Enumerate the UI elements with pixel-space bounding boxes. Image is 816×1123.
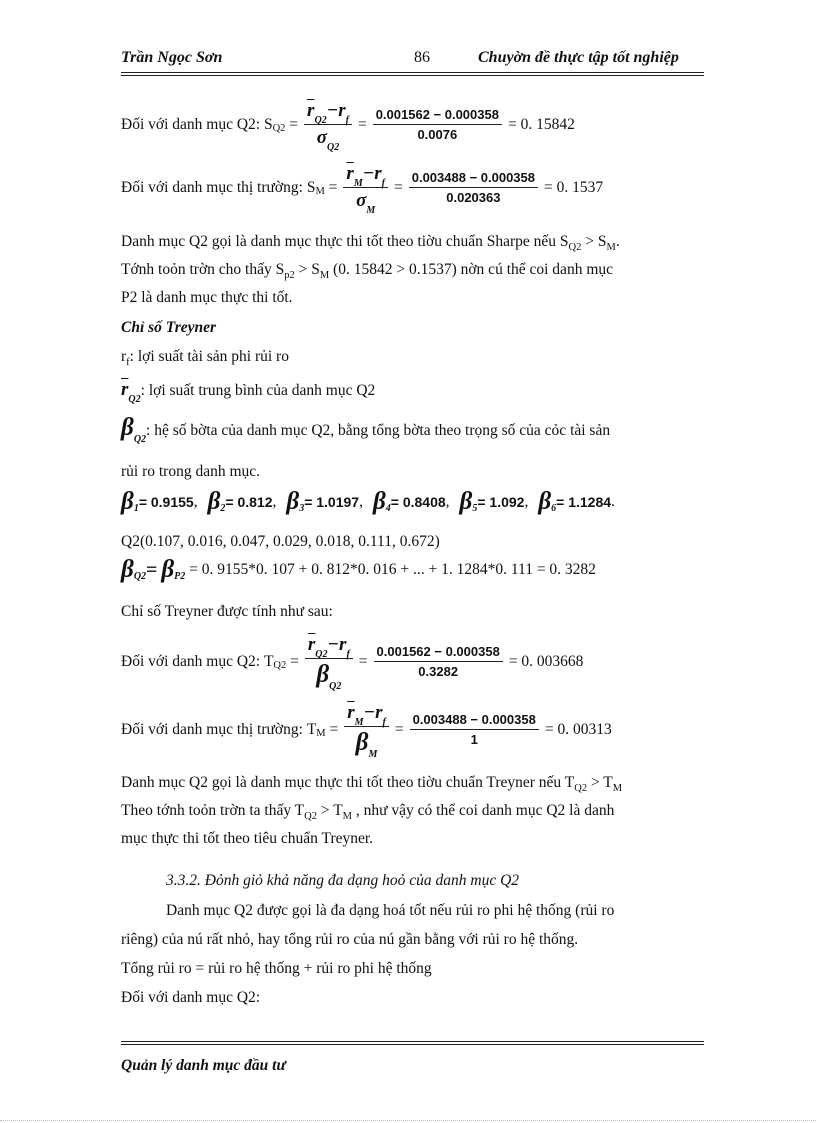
rf-sub: f [345,115,349,126]
sharpe-m-prefix: Đối với danh mục thị trường: [121,178,303,196]
sharpe-m-equation: Đối với danh mục thị trường: S M = $\frac{\overline{r}_M-r_f}{\sigma_M}$ = $\frac{0.003488 - 0.000358}{0.020363}$ = 0. 1537 [121,163,604,216]
section-para-line1: Danh mục Q2 được gọi là đa dạng hoá tốt nếu rủi ro phi hệ thống (rủi ro [166,902,615,919]
header-title: Chuyờn đề thực tập tốt nghiệp [478,49,679,66]
treyner-para-line2: Theo tớnh toỏn trờn ta thấy $T_{Q2} > T_M$ , như vậy có thể coi danh mục Q2 là danh [121,802,615,822]
sharpe-m-symbol-fraction [343,163,388,216]
sharpe-m-lhs-sub: M [315,186,325,197]
beta-definition: $\beta_{Q2}$: hệ số bờta của danh mục Q2, bằng tổng bờta theo trọng số của cỏc tài sản [121,414,611,445]
weights-line: Q2(0.107, 0.016, 0.047, 0.029, 0.018, 0.111, 0.672) [121,533,440,550]
sharpe-para-line2: Tớnh toỏn trờn cho thấy $S_{p2} > S_M$ (0. 15842 > 0.1537) nờn cú thể coi danh mục [121,261,614,281]
header-author: Trần Ngọc Sơn [121,49,223,66]
header-rule-2 [121,75,704,76]
beta-item: β 1 = 0.9155 , [121,488,198,515]
rq2-sub: Q2 [314,115,327,126]
rm-symbol: $\overline{r}$ [346,163,354,184]
rf-sub: f [381,178,385,189]
footer-text: Quản lý danh mục đầu tư [121,1057,286,1074]
sharpe-para-line3: P2 là danh mục thực thi tốt. [121,289,293,306]
sharpe-m-value-fraction [409,170,538,205]
sigma-symbol: σ [316,127,327,148]
beta-definition-line2: rủi ro trong danh mục. [121,463,261,480]
treyner-q2-equation: Đối với danh mục Q2: T Q2 = $\frac{\overline{r}_{Q2}-r_f}{\beta_{Q2}}$ = $\frac{0.001562 - 0.000358}{0.3282}$ = 0. 003668 [121,634,584,692]
sharpe-m-denominator: 0.020363 [446,190,501,205]
betas-row [121,488,625,515]
sharpe-q2-value-fraction [373,107,502,142]
page-number: 86 [414,49,430,66]
sharpe-m-result: = 0. 1537 [544,178,604,196]
sigma-sub: Q2 [327,142,340,153]
sharpe-m-lhs: S [306,178,316,196]
sigma-symbol: σ [356,190,367,211]
footer-rule-2 [121,1044,704,1045]
treyner-para-line1: Danh mục Q2 gọi là danh mục thực thi tốt theo tiờu chuẩn Treyner nếu $T_{Q2} > T_M$ [121,774,623,794]
sharpe-m-numerator: 0.003488 − 0.000358 [409,170,538,188]
sharpe-q2-denominator: 0.0076 [417,127,458,142]
treyner-m-equation: Đối với danh mục thị trường: T M = $\frac{\overline{r}_M-r_f}{\beta_M}$ = $\frac{0.003488 - 0.000358}{1}$ = 0. 00313 [121,702,612,760]
header-rule [121,72,704,73]
sharpe-q2-prefix: Đối với danh mục Q2: [121,115,261,133]
minus-sign: − [362,163,375,184]
sharpe-q2-lhs: S [263,115,273,133]
sharpe-q2-result: = 0. 15842 [507,115,575,133]
sharpe-q2-numerator: 0.001562 − 0.000358 [373,107,502,125]
beta-q2-calc: β Q2 = β P2 = 0. 9155*0. 107 + 0. 812*0. 016 + ... + 1. 1284*0. 111 = 0. 3282 [121,556,596,583]
rq2-definition: $\overline{r}_{Q2}$: lợi suất trung bình của danh mục Q2 [121,379,376,405]
rq2-symbol: $\overline{r}$ [307,100,315,121]
beta-item: β 4 = 0.8408 , [372,488,450,515]
page-edge-dotted-line [0,1120,816,1121]
footer-rule [121,1041,704,1042]
rf-symbol: r [374,163,382,184]
beta-item: β 3 = 1.0197 , [286,488,363,515]
sharpe-q2-lhs-sub: Q2 [272,123,286,134]
risk-formula: Tổng rủi ro = rủi ro hệ thống + rủi ro phi hệ thống [121,960,432,977]
rm-sub: M [353,178,363,189]
sharpe-q2-symbol-fraction [304,100,352,153]
beta-item: β 2 = 0.812 , [207,488,277,515]
section-para-line2: riêng) của nú rất nhỏ, hay tổng rủi ro của nú gần bằng với rủi ro hệ thống. [121,931,579,948]
beta-item: β 5 = 1.092 , [459,488,529,515]
treyner-para-line3: mục thực thi tốt theo tiêu chuẩn Treyner. [121,830,374,847]
beta-item: β 6 = 1.1284 . [538,488,615,515]
treyner-heading: Chỉ số Treyner [121,319,217,336]
rf-definition: $r_f$: lợi suất tài sản phi rủi ro [121,348,289,368]
sigma-sub: M [366,205,376,216]
sharpe-para-line1: Danh mục Q2 gọi là danh mục thực thi tốt theo tiờu chuẩn Sharpe nếu $S_{Q2} > S_M$. [121,233,620,253]
minus-sign: − [326,100,339,121]
section-q2-line: Đối với danh mục Q2: [121,989,261,1006]
section-heading: 3.3.2. Đỏnh giỏ khả năng đa dạng hoỏ của danh mục Q2 [166,872,520,889]
rf-symbol: r [338,100,346,121]
treyner-intro: Chỉ số Treyner được tính như sau: [121,603,333,620]
sharpe-q2-equation: Đối với danh mục Q2: S Q2 = $\frac{\overline{r}_{Q2}-r_f}{\sigma_{Q2}}$ = $\frac{0.001562 - 0.000358}{0.0076}$ = 0. 15842 [121,100,575,153]
